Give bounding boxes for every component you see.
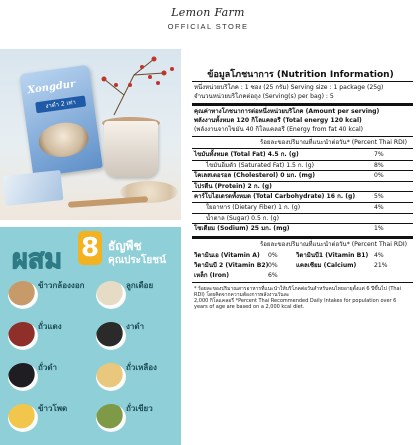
divider [192,136,413,137]
nutrient-row: ไขมันทั้งหมด (Total Fat) 4.5 ก. (g) [194,151,299,158]
flower-branch-decoration [94,55,180,117]
divider [192,223,413,224]
nutrition-title: ข้อมูลโภชนาการ (Nutrition Information) [207,70,394,80]
grain-bowl-image [96,281,126,309]
wooden-spoon-image [68,196,148,208]
energy-from-fat: (พลังงานจากไขมัน 40 กิโลแคลอรี (Energy from fat 40 kcal) [194,126,364,133]
nutrient-row: ใยอาหาร (Dietary Fiber) 1 ก. (g) [206,204,301,211]
grain-label: ถั่วเขียว [126,404,153,413]
cup-image [104,121,158,177]
divider [192,160,413,161]
grain-label: ข้าวกล้องงอก [38,281,85,290]
vitamin-left: เหล็ก (Iron) [194,272,230,279]
nutrient-row: ไขมันอิ่มตัว (Saturated Fat) 1.5 ก. (g) [206,161,315,169]
headline-number: 8 [78,231,102,265]
grain-item [8,277,92,315]
grain-label: ถั่วดำ [38,363,58,372]
nutrient-percent: 8% [374,161,384,169]
vitamin-left: วิตามินบี 2 (Vitamin B2) [194,262,269,269]
servings-per-bag: จำนวนหน่วยบริโภคต่อถุง (Serving(s) per bag) : 5 [194,93,334,100]
nutrient-row: คาร์โบไฮเดรตทั้งหมด (Total Carbohydrate) 16 ก. (g) [194,193,356,201]
vitamin-right: วิตามินบี1 (Vitamin B1) [296,252,369,259]
grain-label: ข้าวโพด [38,404,68,413]
grain-bowl-image [96,363,126,391]
bag-logo: Xongdur [26,78,77,97]
grain-item [96,359,180,397]
grain-label: งาดำ [126,322,145,331]
nutrient-percent: 5% [374,193,384,201]
divider [192,282,413,283]
grain-item [96,400,180,438]
nutrient-percent: 7% [374,151,384,158]
grain-item [8,359,92,397]
vitamin-rdi-header: ร้อยละของปริมาณที่แนะนำต่อวัน* (Percent Thai RDI) [260,241,407,248]
divider [192,148,413,149]
headline-sub-1: ธัญพืช [108,239,142,253]
promo-headline [12,235,172,273]
divider [192,191,413,192]
headline-word: ผสม [12,244,63,275]
serving-size: หนึ่งหน่วยบริโภค : 1 ซอง (25 กรัม) Serving size : 1 package (25g) [194,84,384,91]
grain-item [96,318,180,356]
vitamin-right-pct: 21% [374,262,388,269]
nutrient-row: น้ำตาล (Sugar) 0.5 ก. (g) [206,214,279,222]
nutrient-row: โคเลสเตอรอล (Cholesterol) 0 มก. (mg) [194,172,316,180]
sachet-image [3,170,64,206]
grain-bowl-image [8,281,38,309]
vitamin-left: วิตามินเอ (Vitamin A) [194,252,260,259]
amount-per-serving-header: คุณค่าทางโภชนาการต่อหนึ่งหน่วยบริโภค (Amount per serving) [194,108,380,115]
vitamin-left-pct: 6% [268,272,278,279]
grain-label: ลูกเดือย [126,281,154,290]
vitamin-right-pct: 4% [374,252,384,259]
divider-thick [192,103,413,106]
bag-bowl-image [37,120,91,161]
grain-bowl-image [96,404,126,432]
divider [192,81,413,82]
nutrition-panel [188,55,413,395]
grain-bowl-image [8,322,38,350]
nutrient-percent: 4% [374,204,384,211]
grain-label: ถั่วเหลือง [126,363,157,372]
divider [192,213,413,214]
total-energy: พลังงานทั้งหมด 120 กิโลแคลอรี (Total energy 120 kcal) [194,117,362,124]
headline-sub-2: คุณประโยชน์ [108,255,166,266]
grains-promo [0,227,181,445]
divider [192,202,413,203]
nutrient-percent: 1% [374,225,384,233]
vitamin-right: แคลเซียม (Calcium) [296,262,357,269]
nutrient-percent: 0% [374,172,384,180]
rdi-header: ร้อยละของปริมาณที่แนะนำต่อวัน* (Percent Thai RDI) [260,139,407,146]
grain-item [8,400,92,438]
footnote-english: 2,000 กิโลแคลอรี *Percent Thai Recommended Daily Intakes for population over 6 years of age are based on a 2,000 kcal diet. [194,298,397,310]
grain-item [8,318,92,356]
nutrient-row: โปรตีน (Protein) 2 ก. (g) [194,182,272,190]
product-bag [19,65,103,178]
grain-bowl-image [96,322,126,350]
divider-thick [192,236,413,239]
brand-logo: Lemon Farm [171,6,245,19]
grain-label: ถั่วแดง [38,322,62,331]
divider [192,170,413,171]
nutrient-row: โซเดียม (Sodium) 25 มก. (mg) [194,225,290,233]
product-photo [0,49,181,220]
grain-bowl-image [8,363,38,391]
grain-item [96,277,180,315]
vitamin-left-pct: 0% [268,262,278,269]
footnote-thai: * ร้อยละของปริมาณสารอาหารที่แนะนำให้บริโภคต่อวันสำหรับคนไทยอายุตั้งแต่ 6 ปีขึ้นไป (Thai RDI) โดยคิดจากความต้องการพลังงานวันละ [194,286,402,298]
divider [192,181,413,182]
store-header [0,0,416,44]
vitamin-left-pct: 0% [268,252,278,259]
brand-subtitle: OFFICIAL STORE [167,22,249,31]
bag-tag: งาดำ 2 เท่า [35,95,86,113]
grain-bowl-image [8,404,38,432]
